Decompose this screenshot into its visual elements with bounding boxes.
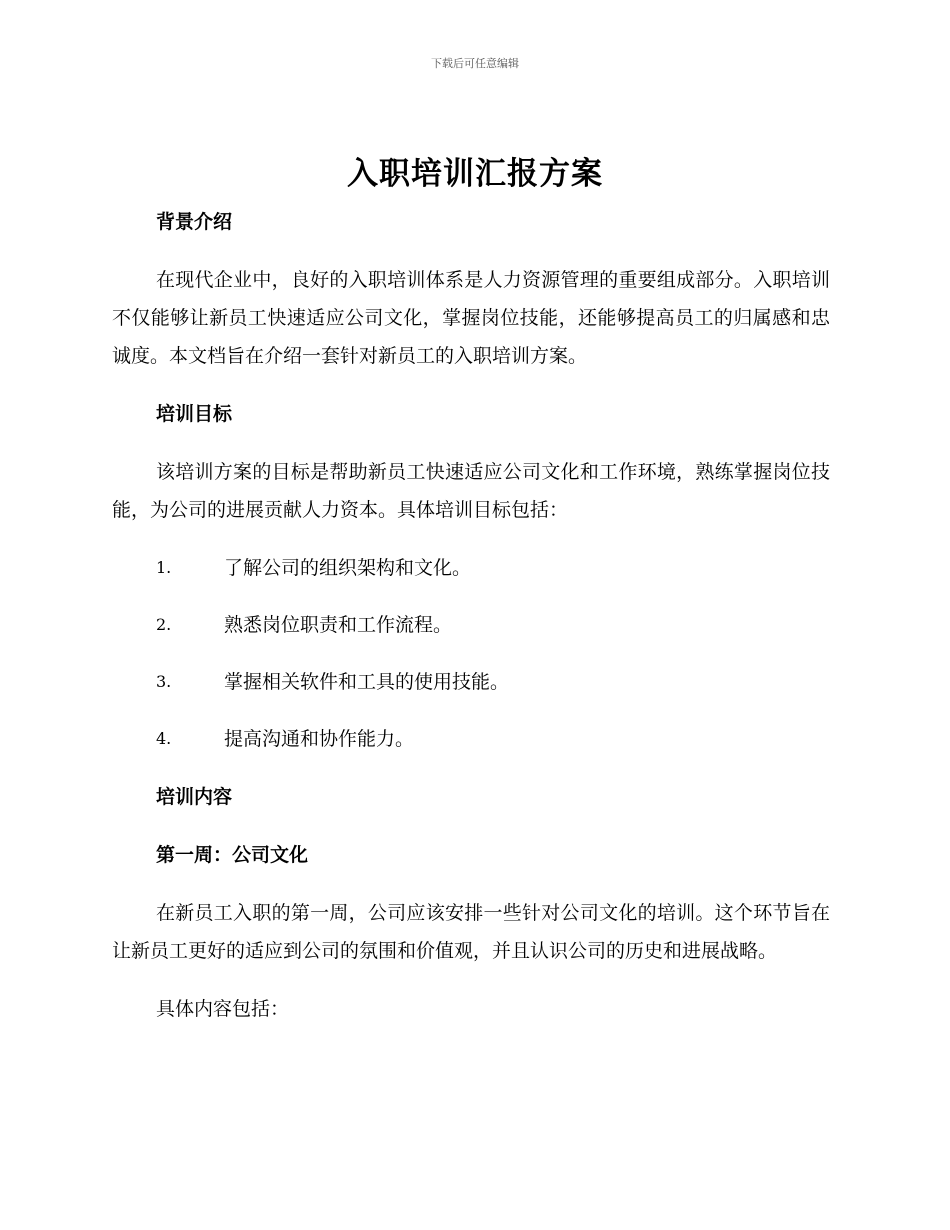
document-title: 入职培训汇报方案 xyxy=(347,156,603,192)
list-item-number: 3. xyxy=(156,672,172,691)
list-item xyxy=(112,663,830,701)
background-paragraph: 在现代企业中，良好的入职培训体系是人力资源管理的重要组成部分。入职培训不仅能够让新员工快速适应公司文化，掌握岗位技能，还能够提高员工的归属感和忠诚度。本文档旨在介绍一套针对新员工的入职培训方案。 xyxy=(112,269,830,367)
subheading-week1: 第一周：公司文化 xyxy=(156,844,309,866)
list-item-number: 2. xyxy=(156,615,172,634)
section-heading-content: 培训内容 xyxy=(156,786,233,808)
goals-list xyxy=(112,549,830,758)
list-item-text: 熟悉岗位职责和工作流程。 xyxy=(224,614,453,636)
goals-paragraph: 该培训方案的目标是帮助新员工快速适应公司文化和工作环境，熟练掌握岗位技能，为公司的进展贡献人力资本。具体培训目标包括： xyxy=(112,461,830,521)
list-item xyxy=(112,606,830,644)
list-item xyxy=(112,720,830,758)
list-item xyxy=(112,549,830,587)
list-item-text: 提高沟通和协作能力。 xyxy=(224,728,415,750)
list-item-text: 掌握相关软件和工具的使用技能。 xyxy=(224,671,510,693)
header-note: 下载后可任意编辑 xyxy=(431,57,519,70)
specific-content-intro: 具体内容包括： xyxy=(156,998,290,1020)
list-item-number: 1. xyxy=(156,558,172,577)
section-heading-goals: 培训目标 xyxy=(156,403,233,425)
list-item-text: 了解公司的组织架构和文化。 xyxy=(224,557,472,579)
document-body xyxy=(112,203,830,1048)
week1-paragraph: 在新员工入职的第一周，公司应该安排一些针对公司文化的培训。这个环节旨在让新员工更好的适应到公司的氛围和价值观，并且认识公司的历史和进展战略。 xyxy=(112,902,830,962)
section-heading-background: 背景介绍 xyxy=(156,211,233,233)
list-item-number: 4. xyxy=(156,729,172,748)
